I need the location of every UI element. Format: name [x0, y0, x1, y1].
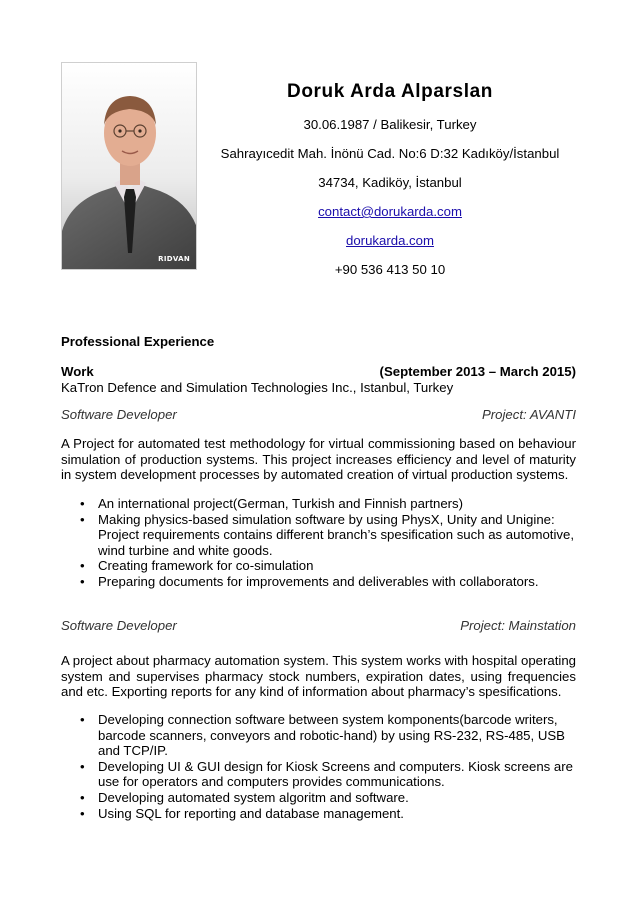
- birth-info: 30.06.1987 / Balikesir, Turkey: [303, 117, 477, 132]
- project-name: Project: AVANTI: [481, 407, 576, 422]
- project-bullets: [61, 496, 576, 590]
- role-title: Software Developer: [61, 618, 177, 633]
- email-link[interactable]: contact@dorukarda.com: [318, 204, 462, 219]
- address-line: Sahrayıcedit Mah. İnönü Cad. No:6 D:32 Kadıköy/İstanbul: [220, 146, 560, 161]
- list-item: • Preparing documents for improvements and deliverables with collaborators.: [61, 574, 576, 590]
- website-link[interactable]: dorukarda.com: [346, 233, 434, 248]
- phone-number: +90 536 413 50 10: [334, 262, 446, 277]
- role-title: Software Developer: [61, 407, 177, 422]
- list-item: • Developing automated system algoritm and software.: [61, 790, 576, 806]
- work-entry: [61, 364, 576, 395]
- list-item: • Developing UI & GUI design for Kiosk Screens and computers. Kiosk screens are use for operators and computers provides communications.: [61, 759, 576, 790]
- list-item: • Making physics-based simulation software by using PhysX, Unity and Unigine: Project requirements contains different branch’s spesification such as automotive, wind turbine and white goods.: [61, 512, 576, 559]
- project-header-row: [61, 407, 576, 423]
- photographer-watermark: RIDVAN: [158, 255, 190, 263]
- work-header-row: [61, 364, 576, 380]
- project-name: Project: Mainstation: [460, 618, 576, 633]
- project-bullets: [61, 712, 576, 821]
- list-item: • Creating framework for co-simulation: [61, 558, 576, 574]
- work-dates: (September 2013 – March 2015): [379, 364, 576, 379]
- project-description: A project about pharmacy automation system. This system works with hospital operating system and supervises pharmacy stock numbers, expiration dates, using frequencies and etc. Exporting reports for any kind of information about pharmacy’s spesifications.: [61, 653, 576, 700]
- full-name: Doruk Arda Alparslan: [287, 81, 493, 102]
- contact-header: [200, 80, 580, 278]
- list-item: • Using SQL for reporting and database management.: [61, 806, 576, 822]
- project-description: A Project for automated test methodology for virtual commissioning based on behaviour simulation of production systems. This project increases efficiency and level of maturity in system development processes by automated creation of virtual production systems.: [61, 436, 576, 483]
- portrait-image: [62, 63, 197, 270]
- profile-photo: [61, 62, 197, 270]
- company-line: KaTron Defence and Simulation Technologies Inc., Istanbul, Turkey: [61, 379, 454, 395]
- section-title-experience: Professional Experience: [61, 334, 215, 349]
- work-label: Work: [61, 364, 94, 379]
- list-item: • An international project(German, Turkish and Finnish partners): [61, 496, 576, 512]
- project-header-row: [61, 618, 576, 634]
- list-item: • Developing connection software between system komponents(barcode writers, barcode scanners, conveyors and robotic-hand) by using RS-232, RS-485, USB and TCP/IP.: [61, 712, 576, 759]
- city-line: 34734, Kadiköy, İstanbul: [318, 175, 462, 190]
